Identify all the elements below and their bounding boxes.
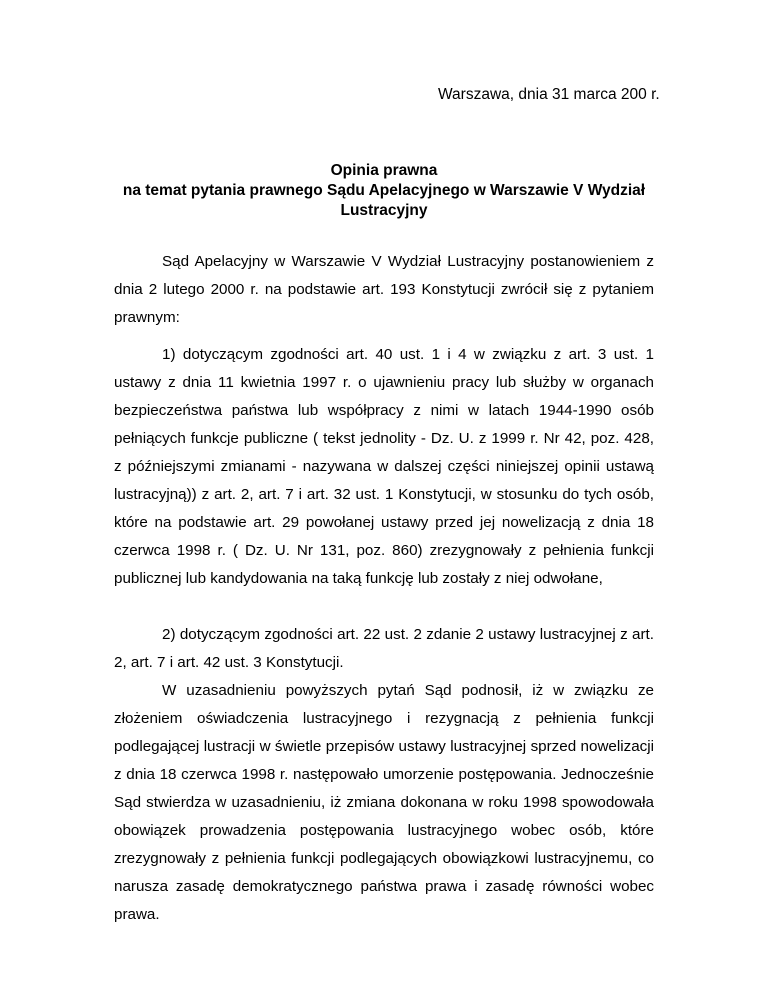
title-line-3: Lustracyjny: [340, 202, 428, 219]
paragraph-justification: W uzasadnieniu powyższych pytań Sąd podnosił, iż w związku ze złożeniem oświadczenia lustracyjnego i rezygnacją z pełnienia funkcji podlegającej lustracji w świetle przepisów ustawy lustracyjnej sprzed nowelizacji z dnia 18 czerwca 1998 r. następowało umorzenie postępowania. Jednocześnie Sąd stwierdza w uzasadnieniu, iż zmiana dokonana w roku 1998 spowodowała obowiązek prowadzenia postępowania lustracyjnego wobec osób, które zrezygnowały z pełnienia funkcji podlegających obowiązkowi lustracyjnemu, co narusza zasadę demokratycznego państwa prawa i zasadę równości wobec prawa.: [114, 682, 654, 923]
paragraph-question-1: 1) dotyczącym zgodności art. 40 ust. 1 i 4 w związku z art. 3 ust. 1 ustawy z dnia 11 kwietnia 1997 r. o ujawnieniu pracy lub służby w organach bezpieczeństwa państwa lub współpracy z nimi w latach 1944-1990 osób pełniących funkcje publiczne ( tekst jednolity - Dz. U. z 1999 r. Nr 42, poz. 428, z późniejszymi zmianami - nazywana w dalszej części niniejszej opinii ustawą lustracyjną)) z art. 2, art. 7 i art. 32 ust. 1 Konstytucji, w stosunku do tych osób, które na podstawie art. 29 powołanej ustawy przed jej nowelizacją z dnia 18 czerwca 1998 r. ( Dz. U. Nr 131, poz. 860) zrezygnowały z pełnienia funkcji publicznej lub kandydowania na taką funkcję lub zostały z niej odwołane,: [114, 346, 654, 587]
paragraph-intro: Sąd Apelacyjny w Warszawie V Wydział Lustracyjny postanowieniem z dnia 2 lutego 2000 r. na podstawie art. 193 Konstytucji zwrócił się z pytaniem prawnym:: [114, 253, 654, 326]
title-line-1: Opinia prawna: [330, 162, 438, 179]
date-line: Warszawa, dnia 31 marca 200 r.: [438, 86, 660, 103]
paragraph-question-2: 2) dotyczącym zgodności art. 22 ust. 2 zdanie 2 ustawy lustracyjnej z art. 2, art. 7 i art. 42 ust. 3 Konstytucji.: [114, 626, 654, 671]
document-title: [100, 161, 668, 221]
title-line-2: na temat pytania prawnego Sądu Apelacyjnego w Warszawie V Wydział: [122, 182, 646, 199]
